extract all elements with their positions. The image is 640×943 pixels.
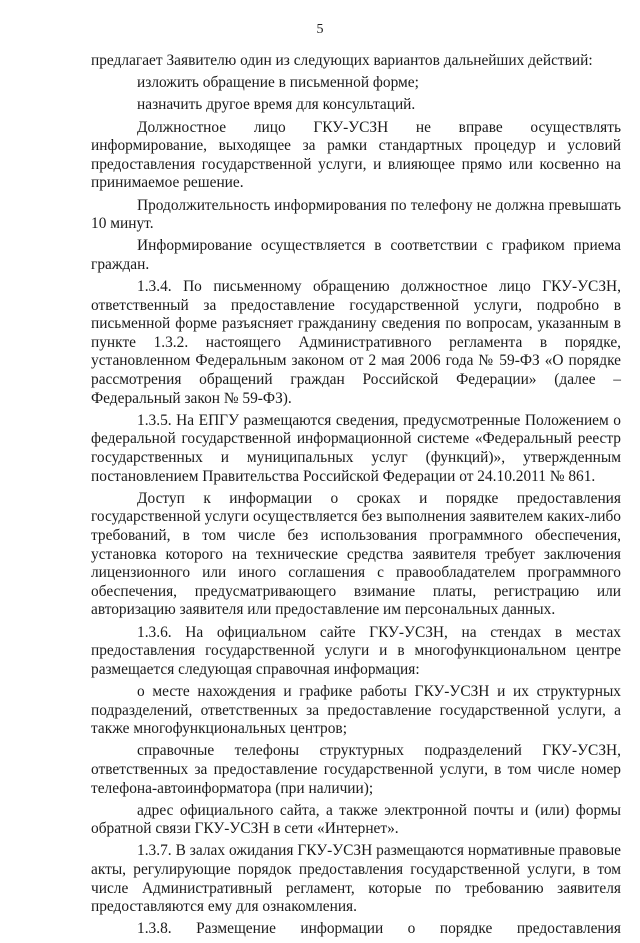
paragraph: предлагает Заявителю один из следующих вариантов дальнейших действий: (91, 52, 593, 69)
page-number: 5 (316, 22, 324, 37)
paragraph: 1.3.5. На ЕПГУ размещаются сведения, предусмотренные Положением о федеральной государственной информационной системе «Федеральный реестр государственных и муниципальных услуг (функций)», утвержденным постановлением Правительства Российской Федерации от 24.10.2011 № 861. (91, 411, 621, 485)
paragraph: адрес официального сайта, а также электронной почты и (или) формы обратной связи ГКУ-УСЗН в сети «Интернет». (91, 801, 621, 838)
paragraph: 1.3.6. На официальном сайте ГКУ-УСЗН, на стендах в местах предоставления государственной услуги и в многофункциональном центре размещается следующая справочная информация: (91, 623, 621, 678)
document-body (91, 52, 621, 943)
paragraph: Продолжительность информирования по телефону не должна превышать 10 минут. (91, 196, 621, 233)
paragraph: изложить обращение в письменной форме; (137, 74, 419, 92)
paragraph: назначить другое время для консультаций. (137, 96, 416, 114)
paragraph: 1.3.4. По письменному обращению должностное лицо ГКУ-УСЗН, ответственный за предоставление государственной услуги, подробно в письменной форме разъясняет гражданину сведения по вопросам, указанным в пункте 1.3.2. настоящего Административного регламента в порядке, установленном Федеральным законом от 2 мая 2006 года № 59-ФЗ «О порядке рассмотрения обращений граждан Российской Федерации» (далее – Федеральный закон № 59-ФЗ). (91, 278, 621, 407)
paragraph: Доступ к информации о сроках и порядке предоставления государственной услуги осуществляется без выполнения заявителем каких-либо требований, в том числе без использования программного обеспечения, установка которого на технические средства заявителя требует заключения лицензионного или иного соглашения с правообладателем программного обеспечения, предусматривающего взимание платы, регистрацию или авторизацию заявителя или предоставление им персональных данных. (91, 489, 621, 619)
paragraph: 1.3.8. Размещение информации о порядке предоставления (137, 920, 621, 938)
paragraph: Информирование осуществляется в соответствии с графиком приема граждан. (91, 237, 621, 273)
paragraph: о месте нахождения и графике работы ГКУ-УСЗН и их структурных подразделений, ответственных за предоставление государственной услуги, а также многофункциональных центров; (91, 682, 621, 738)
paragraph: справочные телефоны структурных подразделений ГКУ-УСЗН, ответственных за предоставление государственной услуги, в том числе номер телефона-автоинформатора (при наличии); (91, 742, 621, 797)
paragraph: Должностное лицо ГКУ-УСЗН не вправе осуществлять информирование, выходящее за рамки стандартных процедур и условий предоставления государственной услуги, и влияющее прямо или косвенно на принимаемое решение. (91, 118, 621, 192)
paragraph: 1.3.7. В залах ожидания ГКУ-УСЗН размещаются нормативные правовые акты, регулирующие порядок предоставления государственной услуги, в том числе Административный регламент, которые по требованию заявителя предоставляются ему для ознакомления. (91, 842, 621, 916)
